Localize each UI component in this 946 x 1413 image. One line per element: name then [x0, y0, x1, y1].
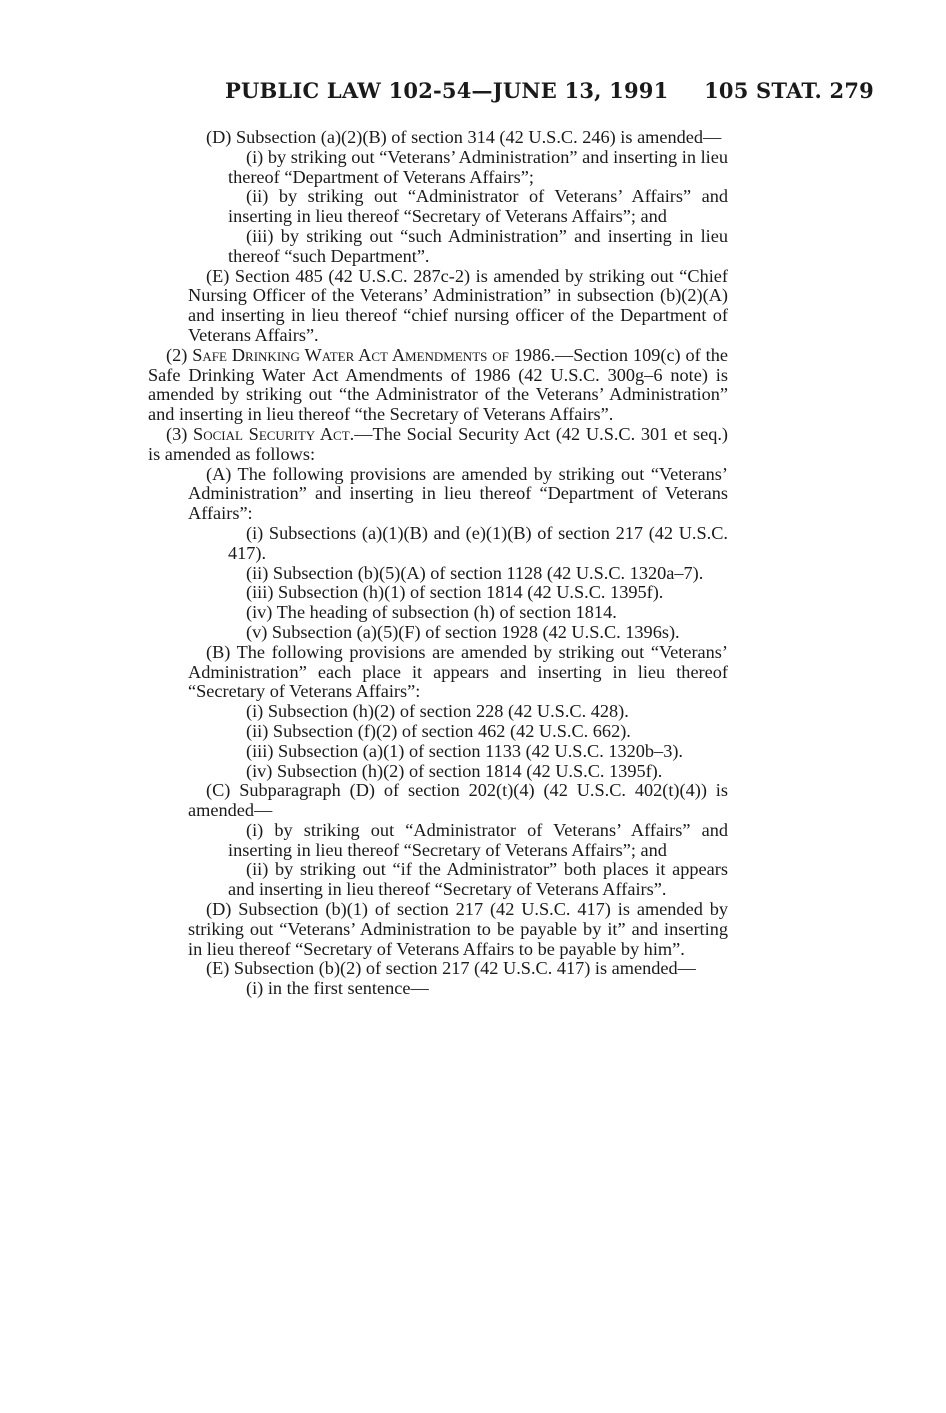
paragraph: (iii) by striking out “such Administration” and inserting in lieu thereof “such Department”.: [228, 225, 728, 266]
paragraph: (v) Subsection (a)(5)(F) of section 1928 (42 U.S.C. 1396s).: [246, 621, 680, 642]
paragraph: [148, 346, 728, 425]
paragraph: (iii) Subsection (h)(1) of section 1814 (42 U.S.C. 1395f).: [246, 582, 664, 603]
paragraph: (i) Subsections (a)(1)(B) and (e)(1)(B) of section 217 (42 U.S.C. 417).: [228, 522, 728, 563]
paragraph: (A) The following provisions are amended by striking out “Veterans’ Administration” and inserting in lieu thereof “Department of Veterans Affairs”:: [188, 463, 728, 524]
paragraph-number: (2): [166, 344, 193, 365]
paragraph-text: 1986.—Section 109(c) of the Safe Drinking Water Act Amendments of 1986 (42 U.S.C. 300g–6 note) is amended by striking out “the Administrator of the Veterans’ Administration” and inserting in lieu thereof “the Secretary of Veterans Affairs”.: [148, 344, 728, 425]
running-header-title: PUBLIC LAW 102-54—JUNE 13, 1991: [225, 78, 669, 103]
paragraph: (E) Section 485 (42 U.S.C. 287c-2) is amended by striking out “Chief Nursing Officer of the Veterans’ Administration” in subsection (b)(2)(A) and inserting in lieu thereof “chief nursing officer of the Department of Veterans Affairs”.: [188, 265, 728, 345]
paragraph: (ii) Subsection (b)(5)(A) of section 1128 (42 U.S.C. 1320a–7).: [246, 562, 704, 583]
paragraph: (ii) by striking out “if the Administrator” both places it appears and inserting in lieu thereof “Secretary of Veterans Affairs”.: [228, 859, 728, 900]
paragraph: (i) by striking out “Administrator of Veterans’ Affairs” and inserting in lieu thereof “Secretary of Veterans Affairs”; and: [228, 819, 728, 860]
paragraph: (B) The following provisions are amended by striking out “Veterans’ Administration” each place it appears and inserting in lieu thereof “Secretary of Veterans Affairs”:: [188, 641, 728, 702]
paragraph: (i) in the first sentence—: [246, 978, 429, 999]
page-citation: 105 STAT. 279: [704, 78, 874, 103]
paragraph: [148, 425, 728, 465]
paragraph: (i) by striking out “Veterans’ Administration” and inserting in lieu thereof “Department of Veterans Affairs”;: [228, 146, 728, 187]
paragraph: (iv) Subsection (h)(2) of section 1814 (42 U.S.C. 1395f).: [246, 760, 663, 781]
paragraph: (D) Subsection (a)(2)(B) of section 314 (42 U.S.C. 246) is amended—: [206, 127, 722, 147]
paragraph-number: (3): [166, 423, 194, 444]
paragraph: (C) Subparagraph (D) of section 202(t)(4) (42 U.S.C. 402(t)(4)) is amended—: [188, 780, 728, 821]
paragraph: (ii) Subsection (f)(2) of section 462 (42 U.S.C. 662).: [246, 720, 631, 741]
section-heading: Social Security Act.: [193, 423, 355, 444]
paragraph: (ii) by striking out “Administrator of Veterans’ Affairs” and inserting in lieu thereof “Secretary of Veterans Affairs”; and: [228, 186, 728, 227]
paragraph-text: —The Social Security Act (42 U.S.C. 301 et seq.) is amended as follows:: [148, 423, 728, 464]
paragraph: (E) Subsection (b)(2) of section 217 (42 U.S.C. 417) is amended—: [206, 958, 696, 979]
paragraph: (i) Subsection (h)(2) of section 228 (42 U.S.C. 428).: [246, 701, 629, 722]
paragraph: (iv) The heading of subsection (h) of section 1814.: [246, 602, 617, 623]
paragraph: (iii) Subsection (a)(1) of section 1133 (42 U.S.C. 1320b–3).: [246, 740, 683, 761]
paragraph: (D) Subsection (b)(1) of section 217 (42 U.S.C. 417) is amended by striking out “Veterans’ Administration to be payable by it” and inserting in lieu thereof “Secretary of Veterans Affairs to be payable by him”.: [188, 899, 728, 959]
statute-text: [148, 128, 728, 999]
section-heading: Safe Drinking Water Act Amendments of: [192, 344, 509, 365]
